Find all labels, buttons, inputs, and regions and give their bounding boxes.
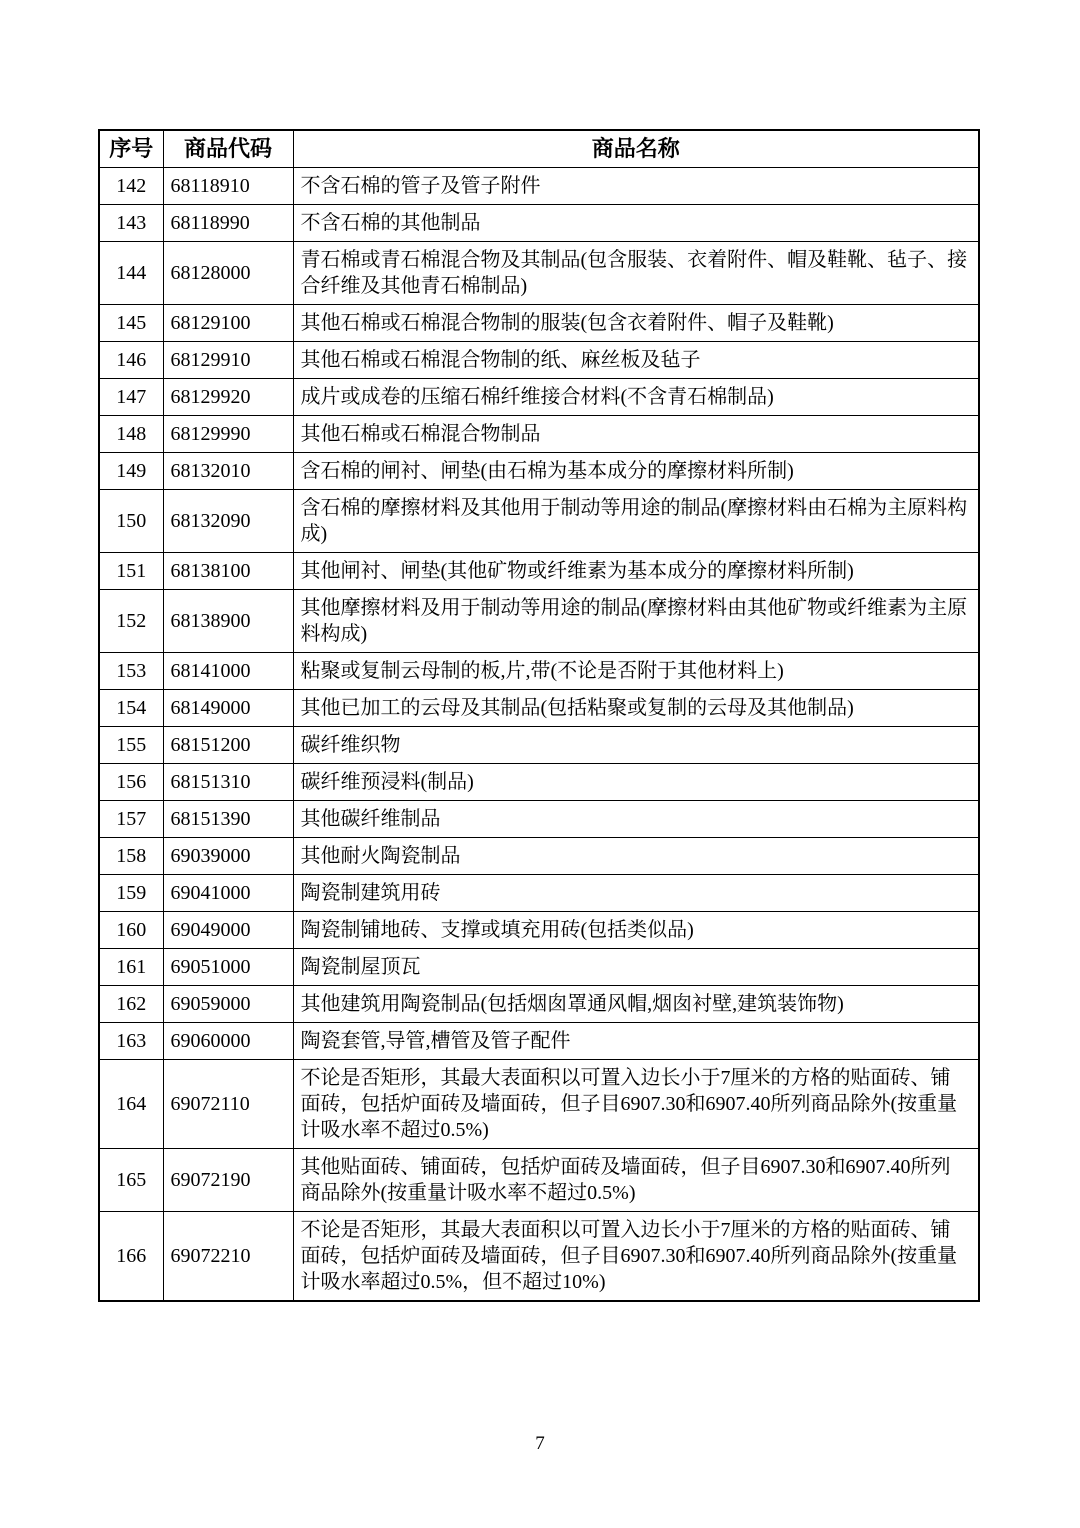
table-row: [99, 342, 979, 379]
commodity-name-cell: 其他石棉或石棉混合物制品: [293, 416, 979, 453]
commodity-code-cell: 68128000: [163, 242, 293, 305]
row-index-cell: 142: [99, 168, 163, 205]
table-row: [99, 242, 979, 305]
table-row: [99, 1023, 979, 1060]
commodity-code-cell: 68151200: [163, 727, 293, 764]
table-row: [99, 949, 979, 986]
commodity-name-cell: 粘聚或复制云母制的板,片,带(不论是否附于其他材料上): [293, 653, 979, 690]
row-index-cell: 155: [99, 727, 163, 764]
commodity-code-cell: 69060000: [163, 1023, 293, 1060]
commodity-code-cell: 69039000: [163, 838, 293, 875]
table-row: [99, 653, 979, 690]
commodity-code-cell: 68118910: [163, 168, 293, 205]
table-row: [99, 168, 979, 205]
commodity-name-cell: 其他建筑用陶瓷制品(包括烟囱罩通风帽,烟囱衬壁,建筑装饰物): [293, 986, 979, 1023]
commodity-name-cell: 其他闸衬、闸垫(其他矿物或纤维素为基本成分的摩擦材料所制): [293, 553, 979, 590]
row-index-cell: 148: [99, 416, 163, 453]
table-row: [99, 838, 979, 875]
row-index-cell: 156: [99, 764, 163, 801]
row-index-cell: 166: [99, 1212, 163, 1302]
commodity-name-cell: 其他石棉或石棉混合物制的服装(包含衣着附件、帽子及鞋靴): [293, 305, 979, 342]
commodity-code-cell: 69041000: [163, 875, 293, 912]
row-index-cell: 149: [99, 453, 163, 490]
commodity-code-cell: 68132010: [163, 453, 293, 490]
commodity-code-cell: 68151310: [163, 764, 293, 801]
commodity-name-cell: 不论是否矩形，其最大表面积以可置入边长小于7厘米的方格的贴面砖、铺面砖，包括炉面砖及墙面砖，但子目6907.30和6907.40所列商品除外(按重量计吸水率不超过0.5%): [293, 1060, 979, 1149]
table-body: [99, 168, 979, 1302]
row-index-cell: 163: [99, 1023, 163, 1060]
table-row: [99, 453, 979, 490]
commodity-code-cell: 68129920: [163, 379, 293, 416]
table-row: [99, 801, 979, 838]
commodity-name-cell: 不论是否矩形，其最大表面积以可置入边长小于7厘米的方格的贴面砖、铺面砖，包括炉面砖及墙面砖，但子目6907.30和6907.40所列商品除外(按重量计吸水率超过0.5%，但不超过10%): [293, 1212, 979, 1302]
commodity-name-cell: 其他摩擦材料及用于制动等用途的制品(摩擦材料由其他矿物或纤维素为主原料构成): [293, 590, 979, 653]
commodity-code-cell: 68118990: [163, 205, 293, 242]
commodity-name-cell: 不含石棉的管子及管子附件: [293, 168, 979, 205]
table-row: [99, 764, 979, 801]
row-index-cell: 153: [99, 653, 163, 690]
table-row: [99, 1149, 979, 1212]
row-index-cell: 154: [99, 690, 163, 727]
commodity-name-cell: 不含石棉的其他制品: [293, 205, 979, 242]
table-row: [99, 727, 979, 764]
row-index-cell: 152: [99, 590, 163, 653]
row-index-cell: 160: [99, 912, 163, 949]
commodity-name-cell: 含石棉的闸衬、闸垫(由石棉为基本成分的摩擦材料所制): [293, 453, 979, 490]
commodity-code-cell: 68138100: [163, 553, 293, 590]
table-row: [99, 875, 979, 912]
table-row: [99, 1212, 979, 1302]
commodity-table: [98, 129, 980, 1302]
table-row: [99, 590, 979, 653]
page-number: 7: [535, 1433, 545, 1454]
commodity-name-cell: 其他石棉或石棉混合物制的纸、麻丝板及毡子: [293, 342, 979, 379]
commodity-name-cell: 成片或成卷的压缩石棉纤维接合材料(不含青石棉制品): [293, 379, 979, 416]
commodity-code-cell: 68132090: [163, 490, 293, 553]
commodity-name-cell: 陶瓷制建筑用砖: [293, 875, 979, 912]
row-index-cell: 157: [99, 801, 163, 838]
commodity-name-cell: 其他贴面砖、铺面砖，包括炉面砖及墙面砖，但子目6907.30和6907.40所列商品除外(按重量计吸水率不超过0.5%): [293, 1149, 979, 1212]
table-row: [99, 553, 979, 590]
commodity-name-cell: 碳纤维预浸料(制品): [293, 764, 979, 801]
commodity-code-cell: 68129910: [163, 342, 293, 379]
row-index-cell: 145: [99, 305, 163, 342]
commodity-code-cell: 69072110: [163, 1060, 293, 1149]
table-row: [99, 986, 979, 1023]
row-index-cell: 161: [99, 949, 163, 986]
col-header-index: 序号: [99, 130, 163, 168]
table-row: [99, 490, 979, 553]
table-row: [99, 305, 979, 342]
commodity-name-cell: 含石棉的摩擦材料及其他用于制动等用途的制品(摩擦材料由石棉为主原料构成): [293, 490, 979, 553]
commodity-code-cell: 68141000: [163, 653, 293, 690]
row-index-cell: 165: [99, 1149, 163, 1212]
commodity-name-cell: 青石棉或青石棉混合物及其制品(包含服装、衣着附件、帽及鞋靴、毡子、接合纤维及其他青石棉制品): [293, 242, 979, 305]
commodity-code-cell: 69072190: [163, 1149, 293, 1212]
commodity-code-cell: 69059000: [163, 986, 293, 1023]
commodity-code-cell: 69049000: [163, 912, 293, 949]
commodity-code-cell: 69072210: [163, 1212, 293, 1302]
commodity-code-cell: 68129990: [163, 416, 293, 453]
table-row: [99, 912, 979, 949]
row-index-cell: 146: [99, 342, 163, 379]
row-index-cell: 150: [99, 490, 163, 553]
commodity-name-cell: 陶瓷制铺地砖、支撑或填充用砖(包括类似品): [293, 912, 979, 949]
table-row: [99, 416, 979, 453]
commodity-code-cell: 68149000: [163, 690, 293, 727]
table-header-row: [99, 130, 979, 168]
row-index-cell: 151: [99, 553, 163, 590]
commodity-code-cell: 68129100: [163, 305, 293, 342]
commodity-name-cell: 其他耐火陶瓷制品: [293, 838, 979, 875]
commodity-code-cell: 68138900: [163, 590, 293, 653]
row-index-cell: 159: [99, 875, 163, 912]
row-index-cell: 143: [99, 205, 163, 242]
commodity-name-cell: 陶瓷套管,导管,槽管及管子配件: [293, 1023, 979, 1060]
table-row: [99, 205, 979, 242]
table-row: [99, 690, 979, 727]
row-index-cell: 158: [99, 838, 163, 875]
row-index-cell: 162: [99, 986, 163, 1023]
commodity-name-cell: 碳纤维织物: [293, 727, 979, 764]
commodity-name-cell: 其他已加工的云母及其制品(包括粘聚或复制的云母及其他制品): [293, 690, 979, 727]
table-row: [99, 379, 979, 416]
row-index-cell: 144: [99, 242, 163, 305]
commodity-code-cell: 68151390: [163, 801, 293, 838]
commodity-name-cell: 陶瓷制屋顶瓦: [293, 949, 979, 986]
col-header-name: 商品名称: [293, 130, 979, 168]
table-header: [99, 130, 979, 168]
row-index-cell: 164: [99, 1060, 163, 1149]
col-header-code: 商品代码: [163, 130, 293, 168]
commodity-code-cell: 69051000: [163, 949, 293, 986]
commodity-name-cell: 其他碳纤维制品: [293, 801, 979, 838]
row-index-cell: 147: [99, 379, 163, 416]
table-row: [99, 1060, 979, 1149]
